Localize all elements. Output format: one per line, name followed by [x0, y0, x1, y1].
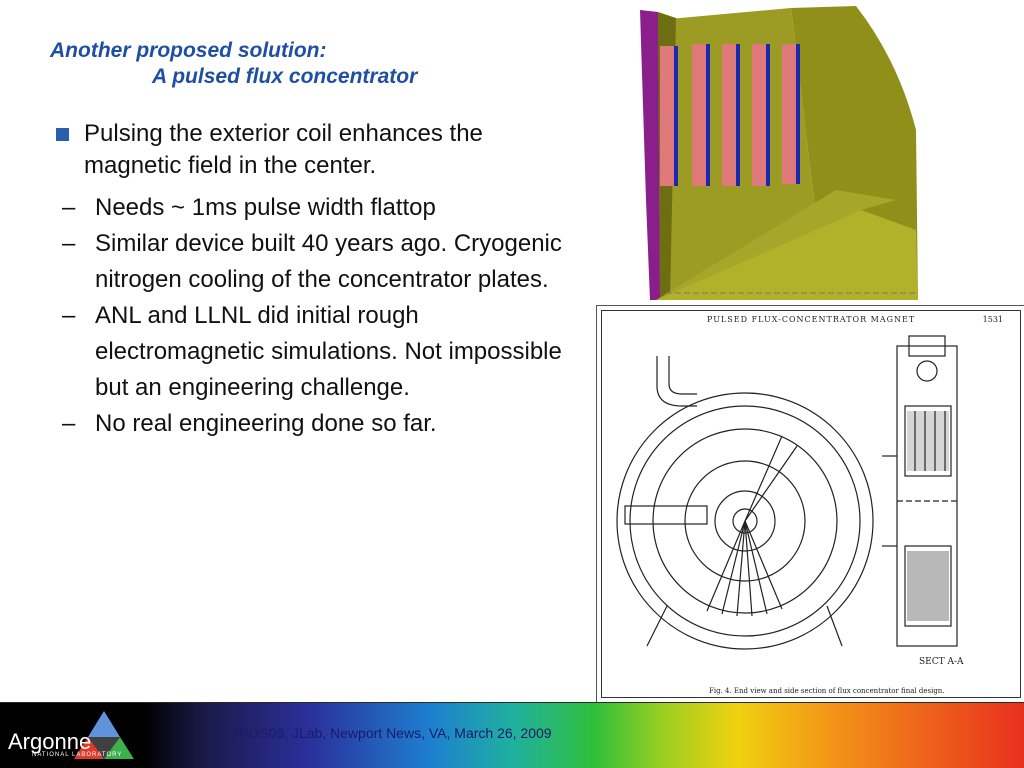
sub-bullet — [50, 226, 570, 298]
dash-bullet-icon: – — [62, 194, 76, 221]
drawing-caption: Fig. 4. End view and side section of flux concentrator final design. — [709, 687, 945, 695]
drawing-title: PULSED FLUX-CONCENTRATOR MAGNET — [707, 315, 916, 324]
dash-bullet-icon: – — [62, 230, 76, 257]
sub-bullet-text: Similar device built 40 years ago. Cryogenic nitrogen cooling of the concentrator plates. — [95, 230, 562, 293]
square-bullet-icon — [56, 128, 69, 141]
dash-bullet-icon: – — [62, 302, 76, 329]
sub-bullet — [50, 298, 570, 406]
coil-purple-edge — [640, 10, 660, 300]
sub-bullet — [50, 406, 570, 442]
main-bullet-text: Pulsing the exterior coil enhances the magnetic field in the center. — [84, 120, 483, 179]
title-line-1: Another proposed solution: — [50, 39, 327, 62]
title-line-2: A pulsed flux concentrator — [152, 65, 418, 88]
bullet-list — [50, 118, 570, 442]
slide-title — [50, 38, 417, 90]
sub-bullet — [50, 190, 570, 226]
argonne-logo — [8, 707, 138, 763]
sub-bullet-text: ANL and LLNL did initial rough electromagnetic simulations. Not impossible but an engineering challenge. — [95, 302, 562, 401]
logo-wordmark: Argonne — [8, 729, 92, 754]
section-label: SECT A-A — [919, 657, 964, 667]
logo-subtitle: NATIONAL LABORATORY — [32, 752, 123, 758]
dash-bullet-icon: – — [62, 410, 76, 437]
footer-text: JPOS09, JLab, Newport News, VA, March 26, 2009 — [232, 725, 552, 741]
main-bullet — [50, 118, 570, 182]
technical-drawing — [596, 305, 1024, 703]
sub-bullet-text: No real engineering done so far. — [95, 410, 437, 437]
drawing-sketch — [597, 306, 1024, 704]
sub-bullet-text: Needs ~ 1ms pulse width flattop — [95, 194, 436, 221]
sub-bullet-list — [50, 190, 570, 442]
drawing-number: 1531 — [982, 315, 1003, 324]
coil-render-image — [636, 0, 920, 305]
